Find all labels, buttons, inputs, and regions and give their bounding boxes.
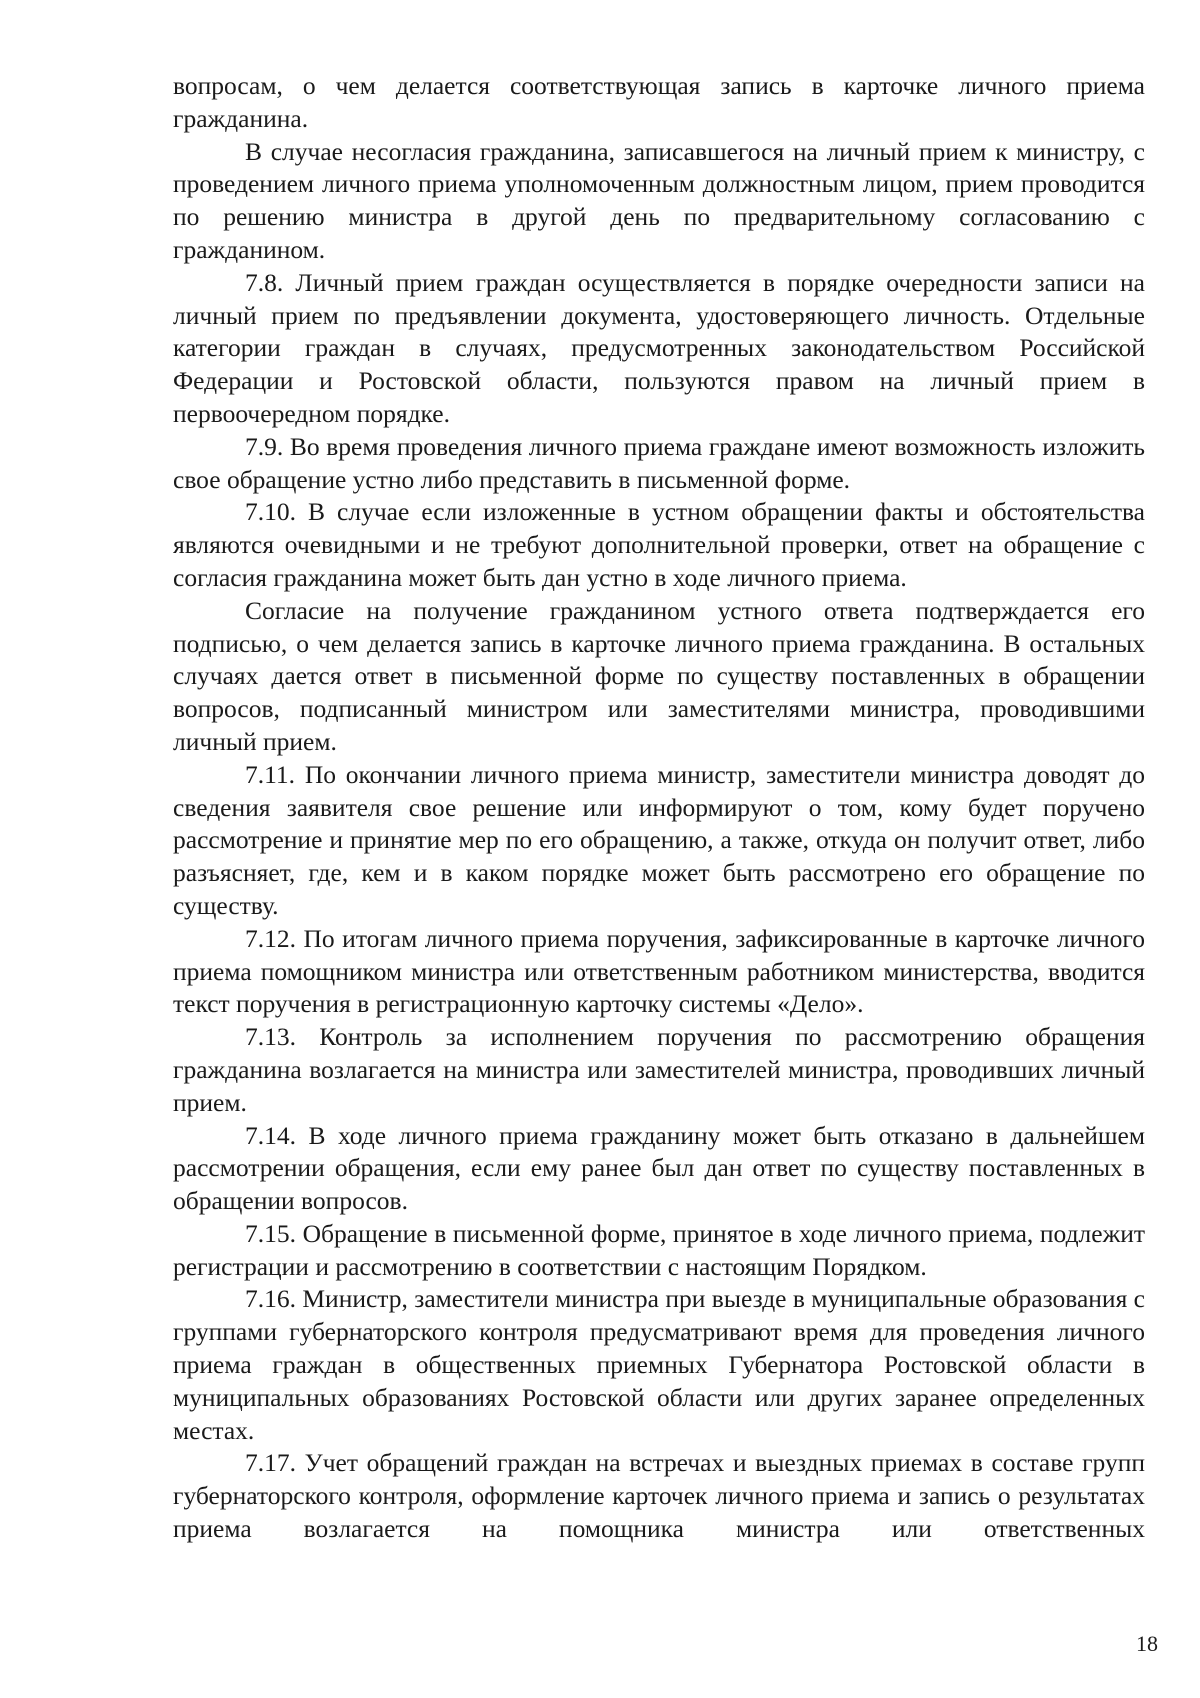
paragraph: 7.17. Учет обращений граждан на встречах и выездных приемах в составе групп губернаторского контроля, оформление карточек личного приема и запись о результатах приема возлагается на помощника министра или ответственных — [173, 1448, 1145, 1544]
page-number: 18 — [1136, 1631, 1158, 1656]
paragraph: 7.16. Министр, заместители министра при выезде в муниципальные образования с группами губернаторского контроля предусматривают время для проведения личного приема граждан в общественных приемных Губернатора Ростовской области в муниципальных образованиях Ростовской области или других заранее определенных местах. — [173, 1284, 1145, 1445]
paragraph: 7.11. По окончании личного приема министр, заместители министра доводят до сведения заявителя свое решение или информируют о том, кому будет поручено рассмотрение и принятие мер по его обращению, а также, откуда он получит ответ, либо разъясняет, где, кем и в каком порядке может быть рассмотрено его обращение по существу. — [173, 759, 1145, 920]
paragraph: 7.10. В случае если изложенные в устном обращении факты и обстоятельства являются очевидными и не требуют дополнительной проверки, ответ на обращение с согласия гражданина может быть дан устно в ходе личного приема. — [173, 497, 1145, 592]
paragraph: 7.9. Во время проведения личного приема граждане имеют возможность изложить свое обращение устно либо представить в письменной форме. — [173, 431, 1145, 494]
paragraph: 7.12. По итогам личного приема поручения, зафиксированные в карточке личного приема помощником министра или ответственным работником министерства, вводится текст поручения в регистрационную карточку системы «Дело». — [173, 923, 1145, 1019]
paragraph: 7.8. Личный прием граждан осуществляется в порядке очередности записи на личный прием по предъявлении документа, удостоверяющего личность. Отдельные категории граждан в случаях, предусмотренных законодательством Российской Федерации и Ростовской области, пользуются правом на личный прием в первоочередном порядке. — [173, 267, 1145, 428]
paragraph: 7.14. В ходе личного приема гражданину может быть отказано в дальнейшем рассмотрении обращения, если ему ранее был дан ответ по существу поставленных в обращении вопросов. — [173, 1120, 1145, 1216]
paragraph: В случае несогласия гражданина, записавшегося на личный прием к министру, с проведением личного приема уполномоченным должностным лицом, прием проводится по решению министра в другой день по предварительному согласованию с гражданином. — [173, 136, 1145, 264]
paragraph: 7.13. Контроль за исполнением поручения по рассмотрению обращения гражданина возлагается на министра или заместителей министра, проводивших личный прием. — [173, 1022, 1145, 1117]
paragraph: вопросам, о чем делается соответствующая запись в карточке личного приема гражданина. — [173, 71, 1145, 133]
body-text — [173, 70, 1145, 1546]
paragraph: 7.15. Обращение в письменной форме, принятое в ходе личного приема, подлежит регистрации и рассмотрению в соответствии с настоящим Порядком. — [173, 1218, 1145, 1281]
paragraph: Согласие на получение гражданином устного ответа подтверждается его подписью, о чем делается запись в карточке личного приема гражданина. В остальных случаях дается ответ в письменной форме по существу поставленных в обращении вопросов, подписанный министром или заместителями министра, проводившими личный прием. — [173, 595, 1145, 756]
